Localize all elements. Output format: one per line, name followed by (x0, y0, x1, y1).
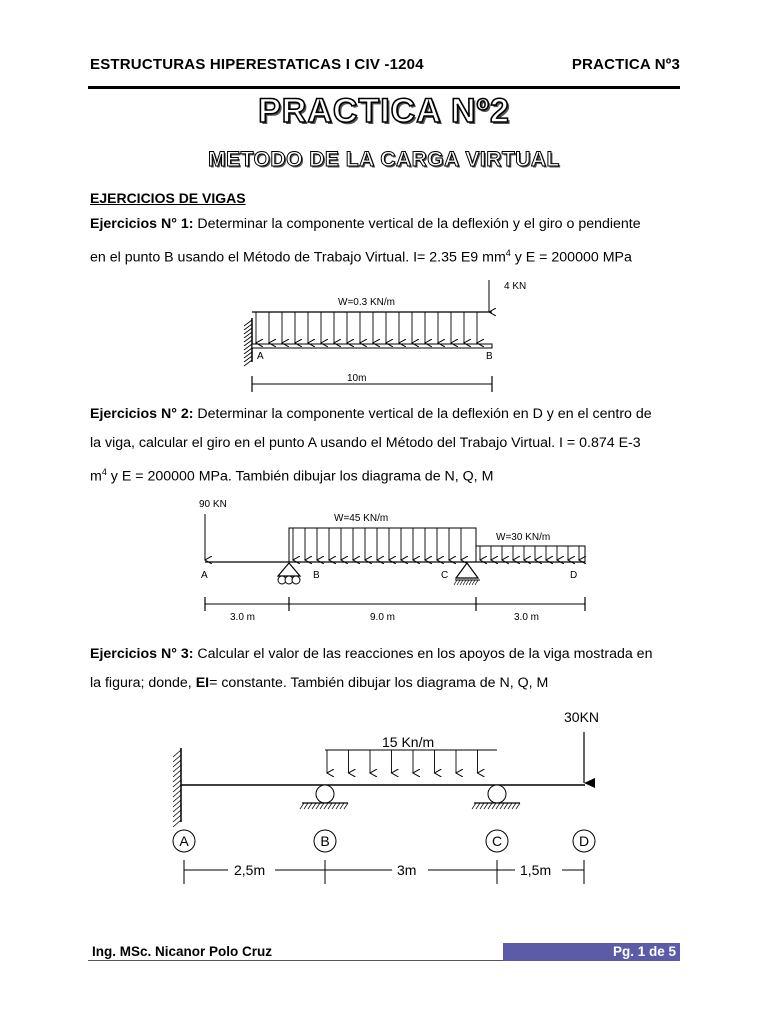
fig3-label-b: B (320, 833, 330, 849)
fig2-load2-label: W=30 KN/m (496, 532, 551, 543)
fig3-span-2: 3m (397, 862, 417, 878)
fig2-load1-label: W=45 KN/m (334, 513, 389, 524)
graphic-stroke (344, 803, 348, 809)
exercise-2-line3a: m (90, 468, 102, 485)
graphic-stroke (308, 803, 312, 809)
graphic-stroke (488, 803, 492, 809)
fig1-length-label: 10m (347, 373, 367, 384)
fig3-label-d: D (578, 833, 590, 849)
footer-page-number: Pg. 1 de 5 (612, 944, 676, 959)
graphic-stroke (480, 803, 484, 809)
exercise-3-ei: EI (195, 675, 210, 691)
graphic-stroke (508, 803, 512, 809)
page-subtitle: METODO DE LA CARGA VIRTUAL (208, 148, 560, 171)
page-title: PRACTICA Nº2 (258, 92, 510, 130)
fig3-label-a: A (179, 833, 189, 849)
fig1-label-b: B (486, 351, 493, 362)
graphic-stroke (463, 580, 466, 585)
exercise-2-heading: Ejercicios N° 2: (90, 406, 194, 422)
exercise-2-line2: la viga, calcular el giro en el punto A usando el Método del Trabajo Virtual. I = 0.874 E-3 (90, 435, 641, 451)
fig2-span-2: 9.0 m (370, 612, 396, 623)
graphic-stroke (332, 803, 336, 809)
graphic-stroke (304, 803, 308, 809)
graphic-stroke (460, 580, 463, 585)
graphic-stroke (475, 580, 478, 585)
graphic-stroke (472, 580, 475, 585)
graphic-stroke (496, 803, 500, 809)
fig1-point-load-label: 4 KN (504, 281, 527, 292)
fig2-span-3: 3.0 m (514, 612, 540, 623)
graphic-stroke (504, 803, 508, 809)
fig3-roller-c (488, 785, 506, 803)
fig2-label-b: B (313, 570, 320, 581)
course-header: ESTRUCTURAS HIPERESTATICAS I CIV -1204 (90, 56, 424, 73)
graphic-stroke (469, 580, 472, 585)
graphic-stroke (454, 580, 457, 585)
graphic-stroke (340, 803, 344, 809)
footer-author: Ing. MSc. Nicanor Polo Cruz (92, 944, 273, 959)
exercise-1-heading: Ejercicios N° 1: (90, 216, 194, 232)
exercise-3-heading: Ejercicios N° 3: (90, 646, 194, 662)
figure-2-beam (199, 499, 585, 623)
exercise-1-line1: Determinar la componente vertical de la deflexión y el giro o pendiente (197, 216, 641, 232)
fig3-point-load-label: 30KN (564, 709, 600, 725)
fig2-pin-support-c (456, 563, 478, 578)
graphic-stroke (457, 580, 460, 585)
graphic-stroke (312, 803, 316, 809)
fig2-label-a: A (201, 570, 208, 581)
graphic-stroke (336, 803, 340, 809)
graphic-stroke (476, 803, 480, 809)
graphic-stroke (466, 580, 469, 585)
exercise-3-line2a: la figura; donde, (90, 675, 196, 691)
exercise-3-line2b: = constante. También dibujar los diagrama de N, Q, M (209, 675, 549, 691)
exercise-1-line2a: en el punto B usando el Método de Trabajo Virtual. I= 2.35 E9 mm (90, 249, 506, 266)
exercise-1-sup: 4 (505, 248, 511, 258)
fig2-label-c: C (441, 570, 449, 581)
exercise-2-line1: Determinar la componente vertical de la deflexión en D y en el centro de (197, 406, 652, 422)
exercise-1-line2b: y E = 200000 MPa (510, 249, 632, 266)
figure-1-beam (244, 280, 526, 392)
exercise-2-sup: 4 (101, 467, 107, 477)
section-heading: EJERCICIOS DE VIGAS (90, 190, 246, 206)
fig2-span-1: 3.0 m (230, 612, 256, 623)
fig1-label-a: A (257, 351, 264, 362)
fig1-load-label: W=0.3 KN/m (338, 297, 395, 308)
graphic-stroke (484, 803, 488, 809)
fig3-label-c: C (491, 833, 503, 849)
fig3-roller-b (316, 785, 334, 803)
fig2-point-load-label: 90 KN (199, 499, 227, 510)
fig2-roller-support-b (278, 563, 300, 576)
fig3-load-label: 15 Kn/m (382, 734, 435, 750)
graphic-stroke (512, 803, 516, 809)
graphic-stroke (324, 803, 328, 809)
graphic-stroke (320, 803, 324, 809)
fig2-label-d: D (570, 570, 578, 581)
fig3-span-1: 2,5m (234, 862, 266, 878)
graphic-stroke (516, 803, 520, 809)
graphic-stroke (328, 803, 332, 809)
exercise-3-line1: Calcular el valor de las reacciones en los apoyos de la viga mostrada en (197, 646, 653, 662)
exercise-2-line3b: y E = 200000 MPa. También dibujar los diagrama de N, Q, M (106, 468, 494, 485)
graphic-stroke (316, 803, 320, 809)
graphic-stroke (300, 803, 304, 809)
graphic-stroke (500, 803, 504, 809)
graphic-stroke (492, 803, 496, 809)
figure-3-beam (173, 709, 599, 884)
practice-ref-header: PRACTICA Nº3 (571, 56, 680, 73)
graphic-stroke (472, 803, 476, 809)
fig3-span-3: 1,5m (520, 862, 552, 878)
